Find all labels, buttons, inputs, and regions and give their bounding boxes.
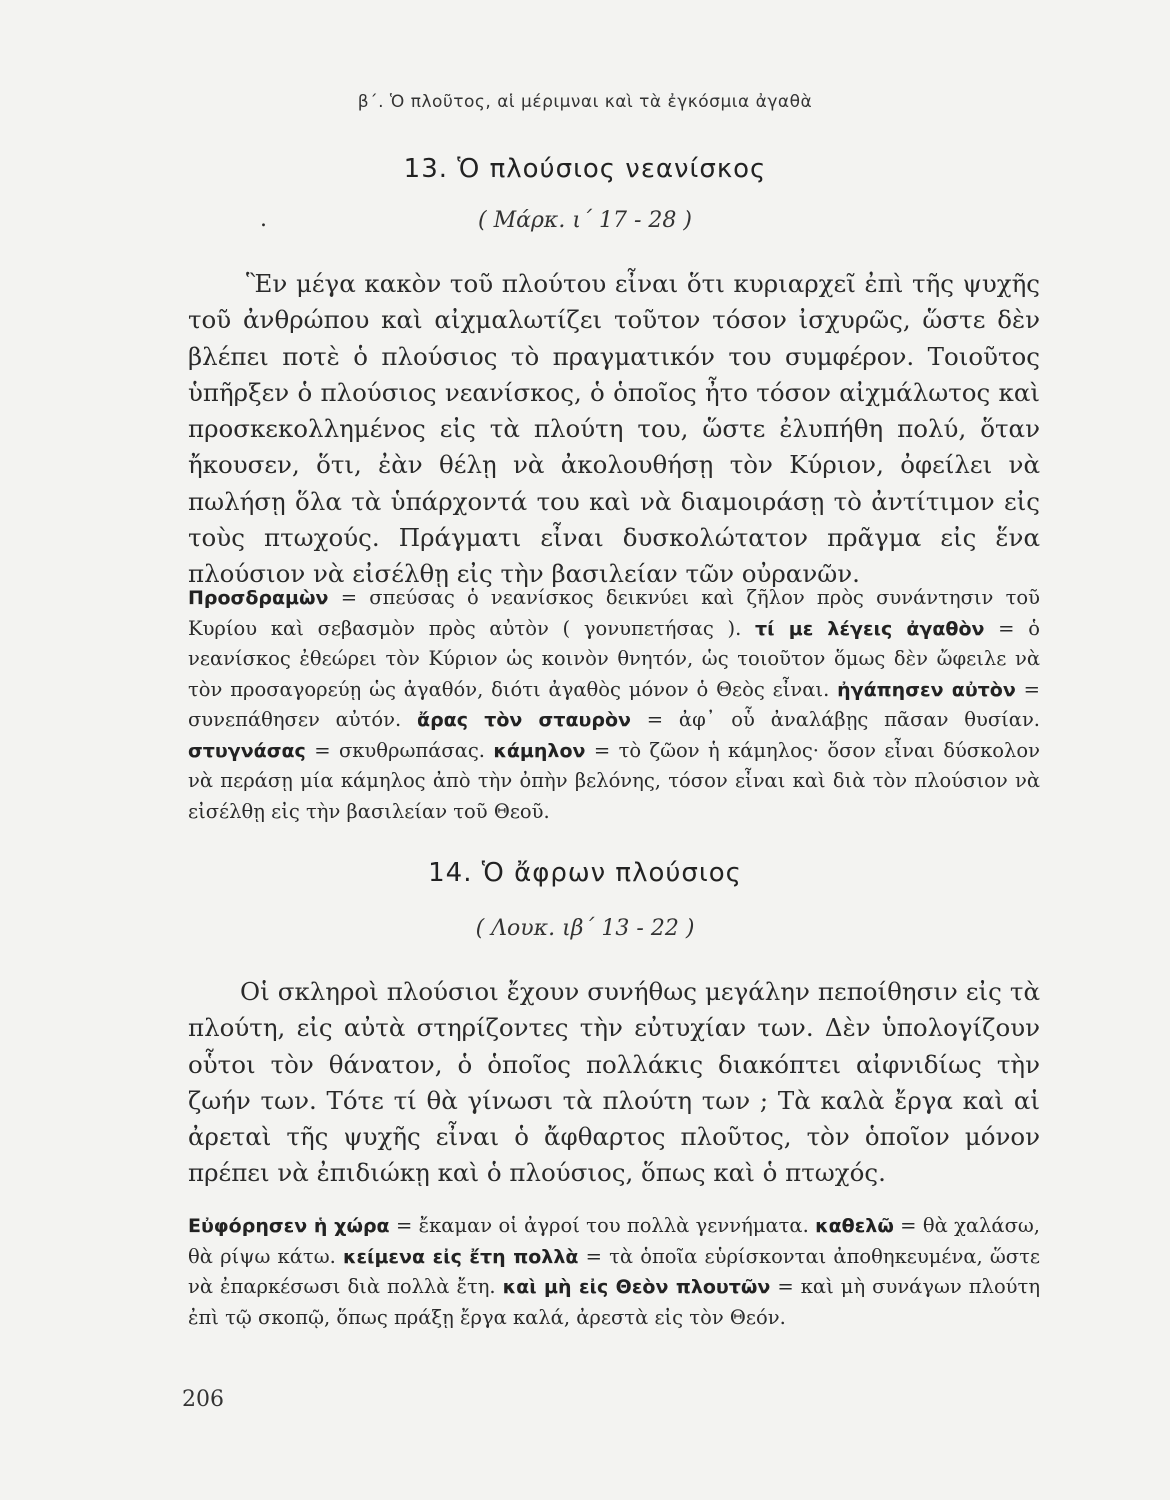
section-13-title: 13. Ὁ πλούσιος νεανίσκος [403, 154, 767, 184]
gloss-definition: = ἔκαμαν οἱ ἀγροί του πολλὰ γεννήματα. [389, 1214, 816, 1237]
running-head: β΄. Ὁ πλοῦτος, αἱ μέριμναι καὶ τὰ ἐγκόσμια ἀγαθὰ [357, 92, 813, 112]
section-14-title: 14. Ὁ ἄφρων πλούσιος [428, 858, 742, 888]
section-13-glosses [188, 583, 1040, 827]
gloss-definition: = τὸ ζῶον ἡ κάμηλος· ὅσον εἶναι δύσκολον νὰ περάσῃ μία κάμηλος ἀπὸ τὴν ὀπὴν βελόνης, τόσον εἶναι καὶ διὰ τὸν πλούσιον νὰ εἰσέλθῃ εἰς τὴν βασιλείαν τοῦ Θεοῦ. [188, 738, 1040, 823]
gloss-definition: = καὶ μὴ συνάγων πλούτη ἐπὶ τῷ σκοπῷ, ὅπως πράξῃ ἔργα καλά, ἀρεστὰ εἰς τὸν Θεόν. [188, 1275, 1041, 1329]
gloss-term: Προσδραμὼν [188, 587, 329, 609]
gloss-term: τί με λέγεις ἀγαθὸν [755, 617, 985, 640]
gloss-definition: = ὁ νεανίσκος ἐθεώρει τὸν Κύριον ὡς κοινὸν θνητόν, ὡς τοιοῦτον ὅμως δὲν ὤφειλε νὰ τὸν προσαγορεύῃ ὡς ἀγαθόν, διότι ἀγαθὸς μόνον ὁ Θεὸς εἶναι. [188, 616, 1040, 701]
section-14-paragraph: Οἱ σκληροὶ πλούσιοι ἔχουν συνήθως μεγάλην πεποίθησιν εἰς τὰ πλούτη, εἰς αὐτὰ στηρίζοντες τὴν εὐτυχίαν των. Δὲν ὑπολογίζουν οὗτοι τὸν θάνατον, ὁ ὁποῖος πολλάκις διακόπτει αἰφνιδίως τὴν ζωήν των. Τότε τί θὰ γίνωσι τὰ πλούτη των ; Τὰ καλὰ ἔργα καὶ αἱ ἀρεταὶ τῆς ψυχῆς εἶναι ὁ ἄφθαρτος πλοῦτος, τὸν ὁποῖον μόνον πρέπει νὰ ἐπιδιώκῃ καὶ ὁ πλούσιος, ὅπως καὶ ὁ πτωχός. [188, 977, 1040, 1188]
gloss-term: κάμηλον [493, 739, 586, 762]
gloss-definition: = τὰ ὁποῖα εὑρίσκονται ἀποθηκευμένα, ὥστε νὰ ἐπαρκέσωσι διὰ πολλὰ ἔτη. [188, 1244, 1040, 1298]
page-number: 206 [182, 1387, 224, 1412]
gloss-definition: = συνεπάθησεν αὐτόν. [188, 677, 1040, 731]
gloss-term: Εὐφόρησεν ἡ χώρα [188, 1215, 390, 1237]
gloss-term: στυγνάσας [188, 739, 306, 762]
gloss-definition: = ἀφ᾽ οὗ ἀναλάβῃς πᾶσαν θυσίαν. [630, 708, 1040, 731]
section-14-glosses [188, 1211, 1040, 1333]
section-14-reference: ( Λουκ. ιβ΄ 13 - 22 ) [475, 916, 695, 941]
gloss-definition: = θὰ χαλάσω, θὰ ρίψω κάτω. [188, 1214, 1040, 1268]
gloss-term: κείμενα εἰς ἔτη πολλὰ [342, 1245, 579, 1268]
gloss-term: καὶ μὴ εἰς Θεὸν πλουτῶν [502, 1276, 771, 1298]
gloss-term: ἠγάπησεν αὐτὸν [837, 678, 1016, 701]
section-13-reference: ( Μάρκ. ι΄ 17 - 28 ) [478, 208, 692, 233]
gloss-definition: = σκυθρωπάσας. [305, 738, 494, 762]
stray-mark: . [260, 207, 267, 232]
gloss-definition: = σπεύσας ὁ νεανίσκος δεικνύει καὶ ζῆλον πρὸς συνάντησιν τοῦ Κυρίου καὶ σεβασμὸν πρὸς αὐτὸν ( γονυπετήσας ). [188, 586, 1040, 640]
gloss-term: ἄρας τὸν σταυρὸν [417, 709, 631, 731]
gloss-term: καθελῶ [815, 1215, 894, 1237]
section-13-paragraph: Ἓν μέγα κακὸν τοῦ πλούτου εἶναι ὅτι κυριαρχεῖ ἐπὶ τῆς ψυχῆς τοῦ ἀνθρώπου καὶ αἰχμαλωτίζει τοῦτον τόσον ἰσχυρῶς, ὥστε δὲν βλέπει ποτὲ ὁ πλούσιος τὸ πραγματικόν του συμφέρον. Τοιοῦτος ὑπῆρξεν ὁ πλούσιος νεανίσκος, ὁ ὁποῖος ἦτο τόσον αἰχμάλωτος καὶ προσκεκολλημένος εἰς τὰ πλούτη του, ὥστε ἐλυπήθη πολύ, ὅταν ἤκουσεν, ὅτι, ἐὰν θέλῃ νὰ ἀκολουθήσῃ τὸν Κύριον, ὀφείλει νὰ πωλήσῃ ὅλα τὰ ὑπάρχοντά του καὶ νὰ διαμοιράσῃ τὸ ἀντίτιμον εἰς τοὺς πτωχούς. Πράγματι εἶναι δυσκολώτατον πρᾶγμα εἰς ἕνα πλούσιον νὰ εἰσέλθῃ εἰς τὴν βασιλείαν τῶν οὐρανῶν. [188, 269, 1040, 589]
